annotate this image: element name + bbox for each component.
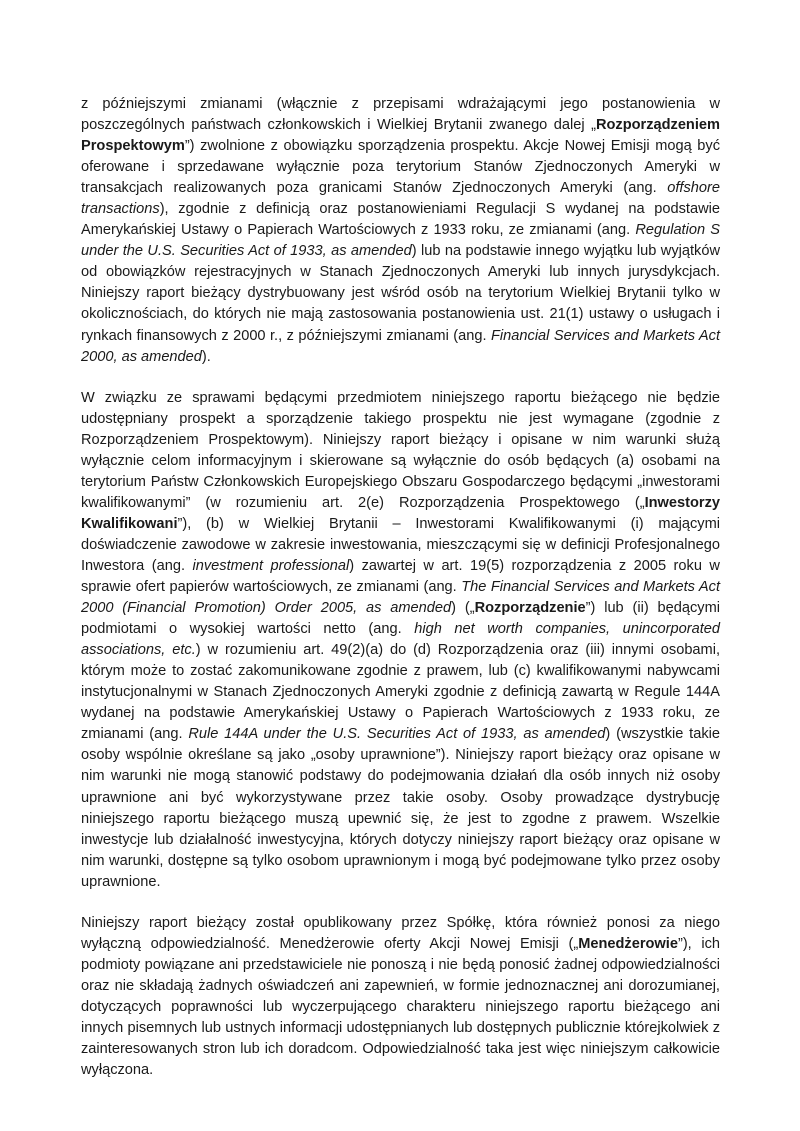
english-term: investment professional: [192, 557, 350, 574]
text-run: ) zawartej w art. 19(5) rozporządzenia z 2005 roku w sprawie ofert papierów wartościowych, ze zmianami (ang.: [81, 557, 720, 596]
paragraph-2: [81, 388, 720, 893]
english-term: Rule 144A under the U.S. Securities Act of 1933, as amended: [188, 726, 606, 743]
paragraph-3: [81, 913, 720, 1081]
text-run: ”) lub (ii) będącymi podmiotami o wysokiej wartości netto (ang.: [81, 600, 720, 638]
text-run: z późniejszymi zmianami (włącznie z przepisami wdrażającymi jego postanowienia w poszczególnych państwach członkowskich i Wielkiej Brytanii zwanego dalej „: [81, 96, 720, 134]
text-run: ) (wszystkie takie osoby wspólnie określane są jako „osoby uprawnione”). Niniejszy raport bieżący oraz opisane w nim warunki nie mogą stanowić podstawy do podejmowania działań dla osób innych niż osoby uprawnione ani być wykorzystywane przez takie osoby. Osoby prowadzące dystrybucję niniejszego raportu bieżącego muszą upewnić się, że jest to zgodne z prawem. Wszelkie inwestycje lub działalność inwestycyjna, których dotyczy niniejszy raport bieżący oraz opisane w nim warunki, dostępne są tylko osobom uprawnionym i mogą być podejmowane tylko przez osoby uprawnione.: [81, 726, 720, 890]
defined-term-rozporzadzenie-prospektowe: Rozporządzeniem Prospektowym: [81, 117, 720, 155]
text-run: ”), (b) w Wielkiej Brytanii – Inwestorami Kwalifikowanymi (i) mającymi doświadczenie zawodowe w zakresie inwestowania, mieszczącymi się w definicji Profesjonalnego Inwestora (ang.: [81, 515, 720, 574]
defined-term-menedzerowie: Menedżerowie: [578, 935, 678, 952]
text-run: ), zgodnie z definicją oraz postanowieniami Regulacji S wydanej na podstawie Amerykańskiej Ustawy o Papierach Wartościowych z 1933 roku, ze zmianami (ang.: [81, 201, 720, 239]
english-term: Regulation S under the U.S. Securities Act of 1933, as amended: [81, 222, 720, 260]
defined-term-rozporzadzenie: Rozporządzenie: [474, 600, 586, 617]
text-run: ) („: [451, 600, 475, 617]
text-run: ).: [201, 348, 211, 365]
paragraph-1: [81, 94, 720, 368]
text-run: ”) zwolnione z obowiązku sporządzenia prospektu. Akcje Nowej Emisji mogą być oferowane i sprzedawane wyłącznie poza terytorium Stanów Zjednoczonych Ameryki w transakcjach realizowanych poza granicami Stanów Zjednoczonych Ameryki (ang.: [81, 138, 720, 197]
english-term: The Financial Services and Markets Act 2000 (Financial Promotion) Order 2005, as amended: [81, 579, 720, 617]
text-run: W związku ze sprawami będącymi przedmiotem niniejszego raportu bieżącego nie będzie udostępniany prospekt a sporządzenie takiego prospektu nie jest wymagane (zgodnie z Rozporządzeniem Prospektowym). Niniejszy raport bieżący i opisane w nim warunki służą wyłącznie celom informacyjnym i skierowane są wyłącznie do osób będących (a) osobami na terytorium Państw Członkowskich Europejskiego Obszaru Gospodarczego będącymi „inwestorami kwalifikowanymi” (w rozumieniu art. 2(e) Rozporządzenia Prospektowego („: [81, 389, 720, 511]
english-term: Financial Services and Markets Act 2000, as amended: [81, 327, 721, 365]
english-term: offshore transactions: [81, 180, 720, 218]
text-run: ) w rozumieniu art. 49(2)(a) do (d) Rozporządzenia oraz (iii) innymi osobami, którym może to zostać zakomunikowane zgodnie z prawem, lub (c) kwalifikowanymi nabywcami instytucjonalnymi w Stanach Zjednoczonych Ameryki zgodnie z definicją zawartą w Regule 144A wydanej na podstawie Amerykańskiej Ustawy o Papierach Wartościowych z 1933 roku, ze zmianami (ang.: [81, 642, 720, 743]
text-run: Niniejszy raport bieżący został opublikowany przez Spółkę, która również ponosi za niego wyłączną odpowiedzialność. Menedżerowie oferty Akcji Nowej Emisji („: [81, 914, 720, 952]
english-term: high net worth companies, unincorporated associations, etc.: [81, 621, 720, 659]
text-run: ”), ich podmioty powiązane ani przedstawiciele nie ponoszą i nie będą ponosić żadnej odpowiedzialności oraz nie składają żadnych oświadczeń ani zapewnień, w formie jednoznacznej ani dorozumianej, dotyczących poprawności lub wyczerpującego charakteru niniejszego raportu bieżącego ani innych pisemnych lub ustnych informacji udostępnianych lub dostępnych publicznie którejkolwiek z zainteresowanych stron lub ich doradcom. Odpowiedzialność taka jest więc niniejszym całkowicie wyłączona.: [81, 935, 720, 1079]
defined-term-inwestorzy-kwalifikowani: Inwestorzy Kwalifikowani: [81, 494, 720, 532]
text-run: ) lub na podstawie innego wyjątku lub wyjątków od obowiązków rejestracyjnych w Stanach Zjednoczonych Ameryki lub innych jurysdykcjach. Niniejszy raport bieżący dystrybuowany jest wśród osób na terytorium Wielkiej Brytanii tylko w okolicznościach, do których nie mają zastosowania postanowienia ust. 21(1) ustawy o usługach i rynkach finansowych z 2000 r., z późniejszymi zmianami (ang.: [81, 243, 720, 344]
